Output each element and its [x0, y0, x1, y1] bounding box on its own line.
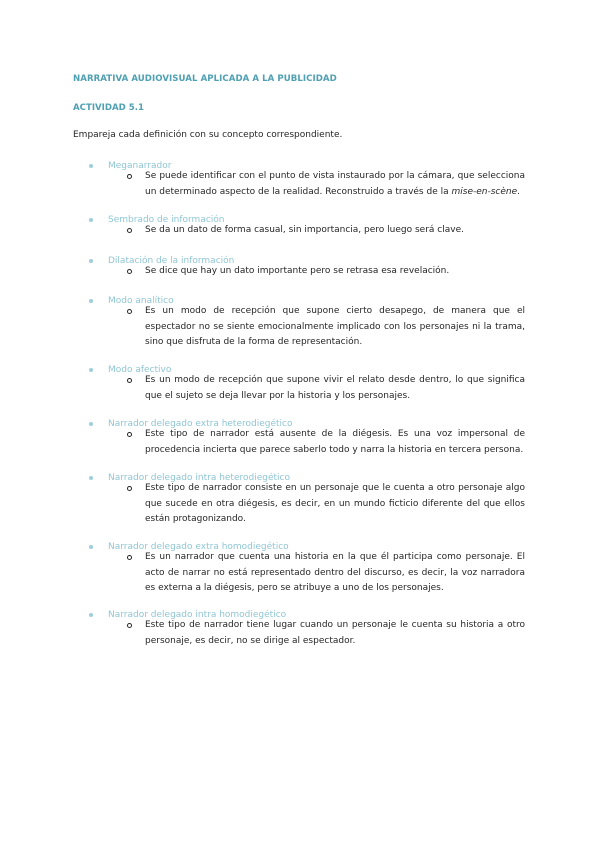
definition-text	[145, 223, 525, 239]
definition-line-text: Se da un dato de forma casual, sin importancia, pero luego será clave.	[145, 225, 464, 235]
definition-line-text: están protagonizando.	[145, 514, 246, 524]
definition-line	[145, 304, 525, 320]
definition-line	[145, 389, 525, 405]
definition-text	[145, 481, 525, 528]
definition-text	[145, 427, 525, 458]
definition-line	[145, 427, 525, 443]
definition-line-text: Este tipo de narrador está ausente de la diégesis. Es una voz impersonal de	[145, 429, 525, 439]
definition-text	[145, 169, 525, 200]
concept-label: Modo afectivo	[108, 365, 172, 375]
activity-heading: ACTIVIDAD 5.1	[73, 103, 144, 113]
definition-text	[145, 373, 525, 404]
concept-label: Meganarrador	[108, 161, 172, 171]
definition-text	[145, 618, 525, 649]
definition-line-text: es externa a la diégesis, pero se atribuye a uno de los personajes.	[145, 583, 444, 593]
circle-bullet-icon	[127, 378, 132, 383]
bullet-icon	[89, 422, 93, 426]
circle-bullet-icon	[127, 228, 132, 233]
definition-line	[145, 512, 525, 528]
definition-line-text: espectador no se siente emocionalmente implicado con los personajes ni la trama,	[145, 321, 525, 332]
circle-bullet-icon	[127, 432, 132, 437]
document-page	[73, 72, 528, 140]
definition-line	[145, 264, 525, 280]
concept-label: Narrador delegado extra heterodiegético	[108, 419, 293, 429]
definition-text	[145, 264, 525, 280]
bullet-icon	[89, 299, 93, 303]
definition-line-text: procedencia incierta que parece saberlo todo y narra la historia en tercera persona.	[145, 444, 524, 455]
circle-bullet-icon	[127, 486, 132, 491]
definition-punctuation: .	[517, 186, 521, 197]
definition-line-text: Se dice que hay un dato importante pero se retrasa esa revelación.	[145, 266, 450, 276]
definition-text	[145, 304, 525, 351]
circle-bullet-icon	[127, 623, 132, 628]
definition-line	[145, 185, 525, 201]
definition-line-text: sino que disfruta de la forma de representación.	[145, 337, 363, 347]
concept-label: Narrador delegado intra heterodiegético	[108, 473, 290, 483]
definition-line-text: que el sujeto se deja llevar por la historia y los personajes.	[145, 390, 411, 401]
definition-line-text: Es un modo de recepción que supone cierto desapego, de manera que el	[145, 306, 525, 316]
definition-line-text: Este tipo de narrador tiene lugar cuando un personaje le cuenta su historia a otro	[145, 620, 525, 630]
definition-line-text: Se puede identificar con el punto de vista instaurado por la cámara, que selecciona	[145, 171, 525, 181]
definition-line	[145, 335, 525, 351]
concept-label: Narrador delegado extra homodiegético	[108, 542, 289, 552]
definition-line	[145, 481, 525, 497]
definition-line	[145, 634, 525, 650]
italic-term: mise-en-scène	[451, 186, 518, 197]
definition-line	[145, 223, 525, 239]
definition-line-text: que sucede en otra diégesis, es decir, en un mundo ficticio diferente del que ellos	[145, 498, 525, 509]
bullet-icon	[89, 259, 93, 263]
concept-label: Narrador delegado intra homodiegético	[108, 610, 287, 620]
circle-bullet-icon	[127, 269, 132, 274]
document-title: NARRATIVA AUDIOVISUAL APLICADA A LA PUBLICIDAD	[73, 74, 337, 84]
concept-label: Dilatación de la información	[108, 256, 235, 266]
definition-line	[145, 169, 525, 185]
definition-line	[145, 550, 525, 566]
bullet-icon	[89, 545, 93, 549]
concept-label: Sembrado de información	[108, 215, 225, 225]
bullet-icon	[89, 164, 93, 168]
definition-line	[145, 373, 525, 389]
concept-label: Modo analítico	[108, 296, 174, 306]
definition-line-text: Este tipo de narrador consiste en un personaje que le cuenta a otro personaje algo	[145, 483, 525, 493]
bullet-icon	[89, 368, 93, 372]
bullet-icon	[89, 613, 93, 617]
circle-bullet-icon	[127, 309, 132, 314]
definition-line-text: un determinado aspecto de la realidad. Reconstruido a través de la	[145, 186, 449, 197]
definition-line-text: Es un modo de recepción que supone vivir el relato desde dentro, lo que significa	[145, 375, 525, 385]
definition-line	[145, 618, 525, 634]
bullet-icon	[89, 218, 93, 222]
definition-line	[145, 566, 525, 582]
definition-line	[145, 497, 525, 513]
bullet-icon	[89, 476, 93, 480]
definition-line	[145, 581, 525, 597]
intro-text: Empareja cada definición con su concepto correspondiente.	[73, 130, 343, 140]
definition-line	[145, 443, 525, 459]
circle-bullet-icon	[127, 174, 132, 179]
definition-line	[145, 320, 525, 336]
definition-line-text: personaje, es decir, no se dirige al espectador.	[145, 635, 356, 646]
definition-line-text: Es un narrador que cuenta una historia en la que él participa como personaje. El	[145, 552, 525, 562]
circle-bullet-icon	[127, 555, 132, 560]
definition-text	[145, 550, 525, 597]
definition-line-text: acto de narrar no está representado dentro del discurso, es decir, la voz narradora	[145, 567, 525, 578]
